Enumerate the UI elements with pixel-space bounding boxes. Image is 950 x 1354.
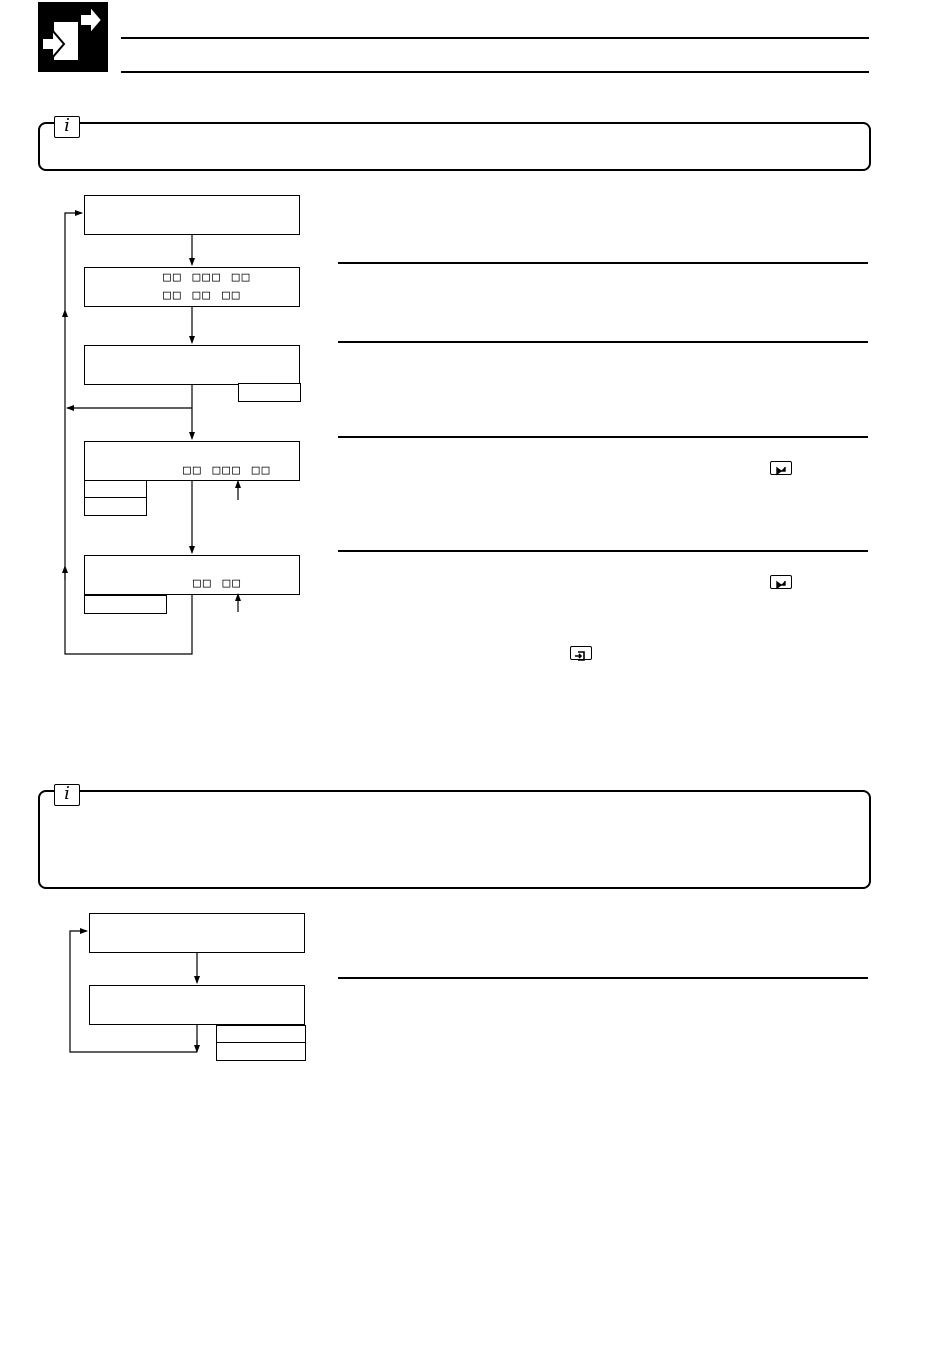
info-icon: i xyxy=(54,784,80,806)
info-icon: i xyxy=(54,116,80,138)
display-box-4-text: □□ □□□ □□ xyxy=(183,463,272,478)
display-box-2-line-1: □□ □□□ □□ xyxy=(163,270,252,285)
display-box-2-line-2: □□ □□ □□ xyxy=(163,288,242,303)
display-box-5-text: □□ □□ xyxy=(193,576,243,591)
step-rule-5 xyxy=(338,977,868,979)
